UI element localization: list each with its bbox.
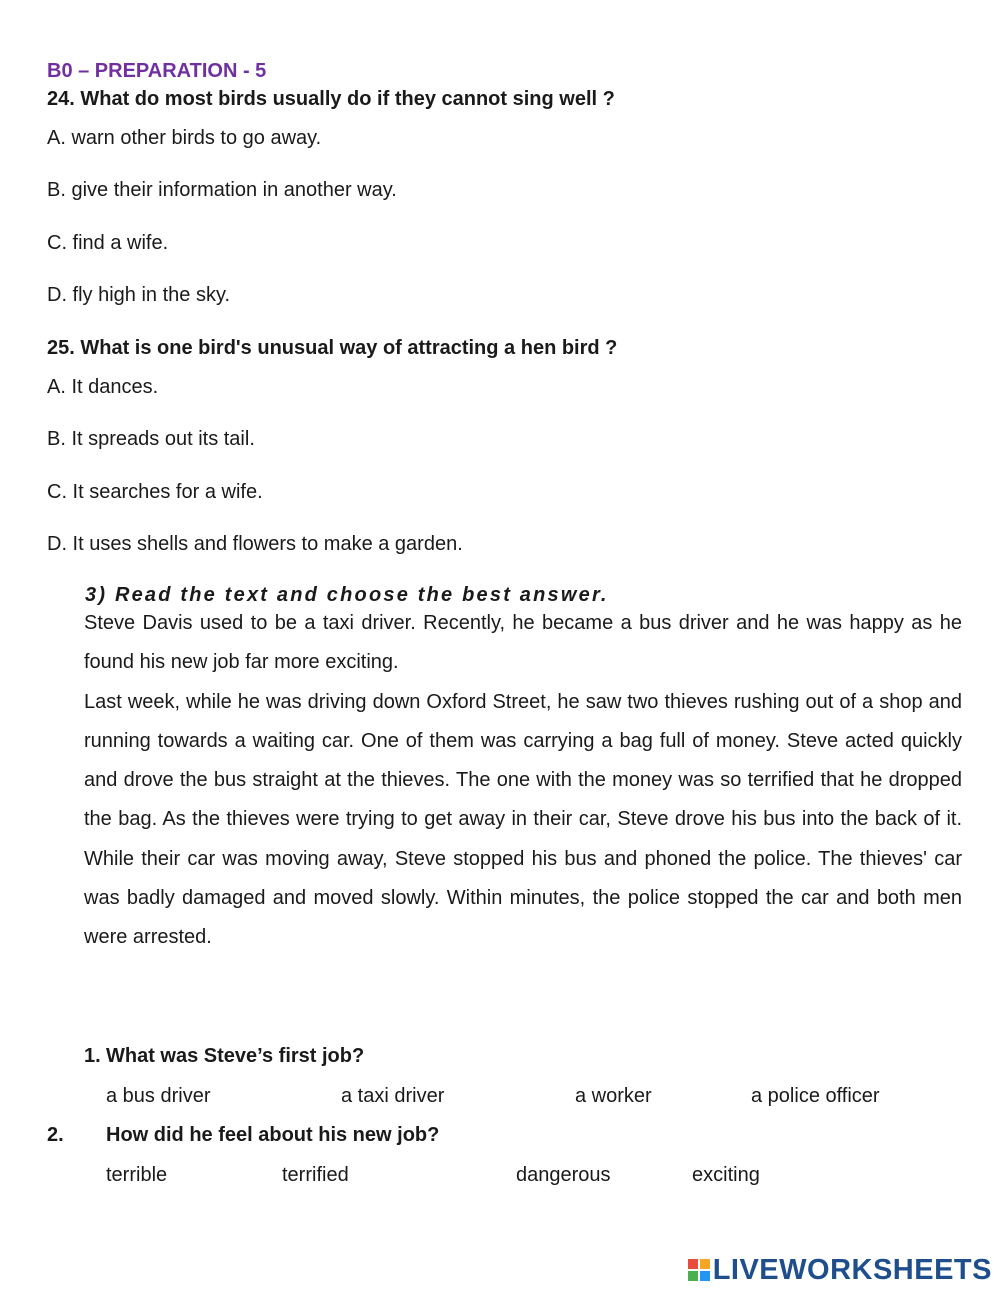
q24-option-b: B. give their information in another way.: [47, 179, 397, 201]
logo-square-i: [700, 1259, 710, 1269]
q2-choice-dangerous[interactable]: dangerous: [516, 1164, 611, 1186]
q2-choice-terrible[interactable]: terrible: [106, 1164, 168, 1186]
liveworksheets-logo-icon: [688, 1259, 710, 1281]
question-1-number: 1.: [84, 1045, 101, 1067]
q1-choice-taxi-driver[interactable]: a taxi driver: [341, 1085, 445, 1107]
q25-option-a: A. It dances.: [47, 376, 159, 398]
q24-option-a: A. warn other birds to go away.: [47, 127, 322, 149]
worksheet-title: B0 – PREPARATION - 5: [47, 60, 267, 82]
q2-choice-terrified[interactable]: terrified: [282, 1164, 349, 1186]
section-3-instruction: 3) Read the text and choose the best answer.: [85, 584, 609, 606]
logo-square-v: [688, 1271, 698, 1281]
q24-option-c: C. find a wife.: [47, 232, 169, 254]
question-2-text: How did he feel about his new job?: [106, 1124, 440, 1146]
reading-passage: [84, 604, 962, 958]
question-1-text: What was Steve’s first job?: [106, 1045, 365, 1067]
logo-square-l: [688, 1259, 698, 1269]
question-24: 24. What do most birds usually do if they cannot sing well ?: [47, 88, 615, 110]
liveworksheets-watermark: [688, 1252, 992, 1288]
watermark-text: LIVEWORKSHEETS: [712, 1253, 992, 1286]
question-2-number: 2.: [47, 1124, 64, 1146]
q25-option-c: C. It searches for a wife.: [47, 481, 263, 503]
passage-paragraph-1: Steve Davis used to be a taxi driver. Recently, he became a bus driver and he was happy as he found his new job far more exciting.: [84, 612, 962, 674]
q1-choice-police-officer[interactable]: a police officer: [751, 1085, 880, 1107]
q24-option-d: D. fly high in the sky.: [47, 284, 231, 306]
q2-choice-exciting[interactable]: exciting: [692, 1164, 760, 1186]
question-25: 25. What is one bird's unusual way of attracting a hen bird ?: [47, 337, 618, 359]
q25-option-d: D. It uses shells and flowers to make a garden.: [47, 533, 463, 555]
passage-paragraph-2: Last week, while he was driving down Oxford Street, he saw two thieves rushing out of a shop and running towards a waiting car. One of them was carrying a bag full of money. Steve acted quickly and drove the bus straight at the thieves. The one with the money was so terrified that he dropped the bag. As the thieves were trying to get away in their car, Steve drove his bus into the back of it. While their car was moving away, Steve stopped his bus and phoned the police. The thieves' car was badly damaged and moved slowly. Within minutes, the police stopped the car and both men were arrested.: [84, 690, 962, 949]
logo-square-e: [700, 1271, 710, 1281]
q1-choice-worker[interactable]: a worker: [575, 1085, 652, 1107]
q25-option-b: B. It spreads out its tail.: [47, 428, 255, 450]
q1-choice-bus-driver[interactable]: a bus driver: [106, 1085, 211, 1107]
